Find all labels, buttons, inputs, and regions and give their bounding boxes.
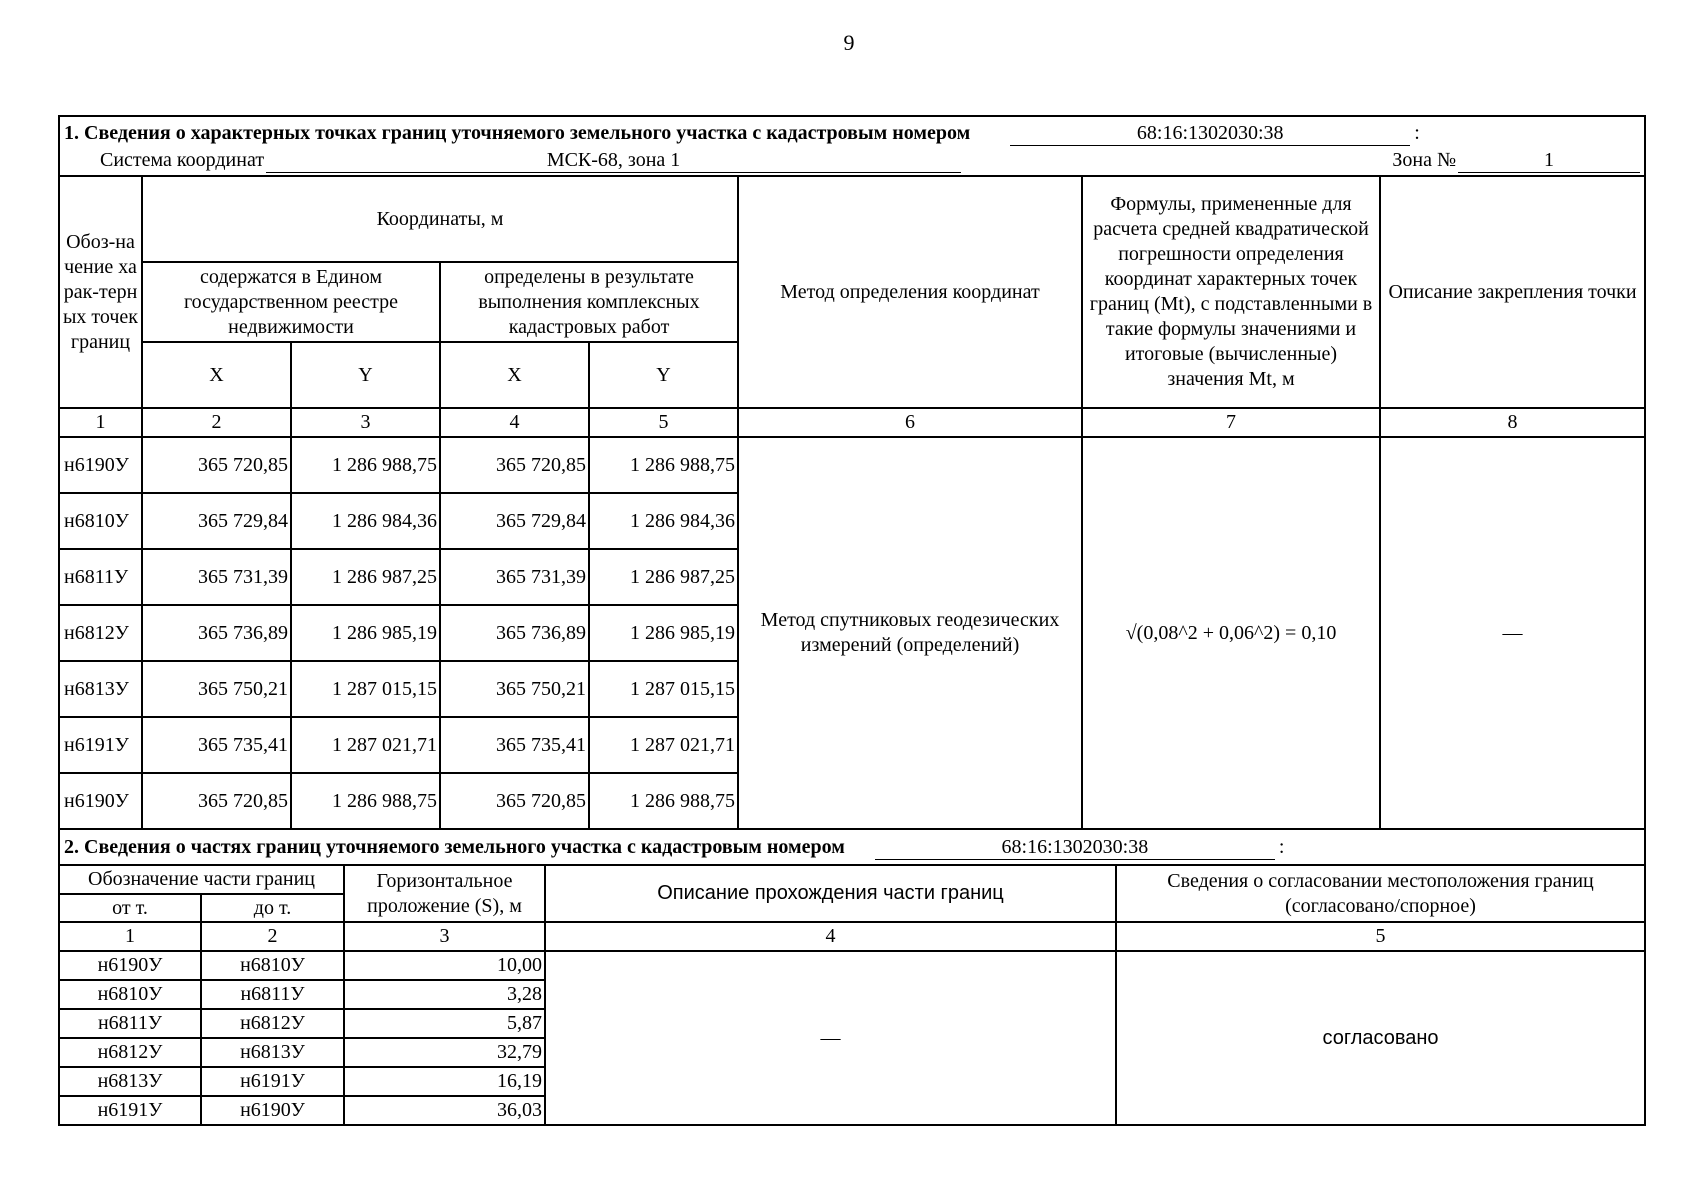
col-number: 4 — [440, 408, 589, 437]
col-number: 5 — [1116, 922, 1645, 951]
cell-y2: 1 287 021,71 — [589, 717, 738, 773]
cell-y1: 1 287 015,15 — [291, 661, 440, 717]
section1-title: 1. Сведения о характерных точках границ уточняемого земельного участка с кадастровым номером — [64, 122, 971, 144]
part-to: н6813У — [201, 1038, 344, 1067]
cell-y1: 1 286 987,25 — [291, 549, 440, 605]
part-to: н6812У — [201, 1009, 344, 1038]
header-horizontal: Горизонтальное проложение (S), м — [344, 865, 545, 922]
point-name: н6810У — [59, 493, 142, 549]
zone-label: Зона № — [1392, 149, 1457, 171]
section2-cadastral-number: 68:16:1302030:38 — [875, 835, 1275, 860]
part-from: н6811У — [59, 1009, 201, 1038]
point-name: н6811У — [59, 549, 142, 605]
section2-title-line — [64, 835, 1640, 860]
cadastral-sheet — [58, 115, 1644, 1126]
point-name: н6812У — [59, 605, 142, 661]
point-name: н6190У — [59, 437, 142, 493]
section1-title-line — [64, 121, 1640, 146]
section1-cadastral-number: 68:16:1302030:38 — [1010, 121, 1410, 146]
header-agreement: Сведения о согласовании местоположения границ (согласовано/спорное) — [1116, 865, 1645, 922]
header-method: Метод определения координат — [738, 176, 1082, 408]
section1-colon: : — [1414, 122, 1420, 144]
cell-x2: 365 750,21 — [440, 661, 589, 717]
col-number: 3 — [344, 922, 545, 951]
part-to: н6811У — [201, 980, 344, 1009]
col-number: 3 — [291, 408, 440, 437]
table-row — [59, 437, 1645, 493]
col-number: 5 — [589, 408, 738, 437]
col-number: 7 — [1082, 408, 1380, 437]
point-name: н6191У — [59, 717, 142, 773]
col-number: 8 — [1380, 408, 1645, 437]
header-y1: Y — [291, 342, 440, 408]
method-value: Метод спутниковых геодезических измерений (определений) — [738, 437, 1082, 829]
part-to: н6191У — [201, 1067, 344, 1096]
cell-x1: 365 750,21 — [142, 661, 291, 717]
cell-x2: 365 720,85 — [440, 437, 589, 493]
formula-value: √(0,08^2 + 0,06^2) = 0,10 — [1082, 437, 1380, 829]
cell-y1: 1 286 984,36 — [291, 493, 440, 549]
cell-x2: 365 731,39 — [440, 549, 589, 605]
part-to: н6190У — [201, 1096, 344, 1125]
header-designation: Обоз-начение харак-терных точек границ — [59, 176, 142, 408]
point-name: н6813У — [59, 661, 142, 717]
part-length: 36,03 — [344, 1096, 545, 1125]
cell-y1: 1 286 988,75 — [291, 773, 440, 829]
part-length: 3,28 — [344, 980, 545, 1009]
header-y2: Y — [589, 342, 738, 408]
cell-x1: 365 736,89 — [142, 605, 291, 661]
section2-header — [59, 829, 1645, 865]
page-number: 9 — [843, 30, 855, 55]
cell-y1: 1 287 021,71 — [291, 717, 440, 773]
part-from: н6191У — [59, 1096, 201, 1125]
table-row — [59, 951, 1645, 980]
col-number: 1 — [59, 408, 142, 437]
header-coordinates: Координаты, м — [142, 176, 738, 262]
part-to: н6810У — [201, 951, 344, 980]
header-from: от т. — [59, 894, 201, 922]
cell-x2: 365 735,41 — [440, 717, 589, 773]
part-from: н6812У — [59, 1038, 201, 1067]
coord-system-value: МСК-68, зона 1 — [266, 148, 961, 173]
cell-y2: 1 286 984,36 — [589, 493, 738, 549]
part-from: н6813У — [59, 1067, 201, 1096]
cell-x2: 365 720,85 — [440, 773, 589, 829]
part-length: 10,00 — [344, 951, 545, 980]
cell-y2: 1 286 985,19 — [589, 605, 738, 661]
coord-system-line — [64, 148, 1640, 173]
section1-table — [58, 115, 1646, 830]
agreement-value: согласовано — [1116, 951, 1645, 1125]
col-number: 2 — [201, 922, 344, 951]
header-fixing: Описание закрепления точки — [1380, 176, 1645, 408]
header-to: до т. — [201, 894, 344, 922]
cell-x1: 365 729,84 — [142, 493, 291, 549]
cell-y2: 1 286 988,75 — [589, 437, 738, 493]
cell-x1: 365 720,85 — [142, 773, 291, 829]
cell-x2: 365 736,89 — [440, 605, 589, 661]
part-from: н6810У — [59, 980, 201, 1009]
part-from: н6190У — [59, 951, 201, 980]
section2-table — [58, 828, 1646, 1126]
coord-system-label: Система координат — [100, 149, 265, 171]
header-determined: определены в результате выполнения комплексных кадастровых работ — [440, 262, 738, 342]
header-part-designation: Обозначение части границ — [59, 865, 344, 894]
cell-x1: 365 731,39 — [142, 549, 291, 605]
zone-value: 1 — [1458, 148, 1640, 173]
cell-x2: 365 729,84 — [440, 493, 589, 549]
part-length: 5,87 — [344, 1009, 545, 1038]
point-name: н6190У — [59, 773, 142, 829]
section2-title: 2. Сведения о частях границ уточняемого земельного участка с кадастровым номером — [64, 835, 845, 858]
cell-y2: 1 286 988,75 — [589, 773, 738, 829]
col-number: 4 — [545, 922, 1116, 951]
section2-colon: : — [1278, 835, 1285, 858]
part-length: 32,79 — [344, 1038, 545, 1067]
description-value: — — [545, 951, 1116, 1125]
cell-y1: 1 286 985,19 — [291, 605, 440, 661]
cell-x1: 365 720,85 — [142, 437, 291, 493]
col-number: 2 — [142, 408, 291, 437]
header-in-registry: содержатся в Едином государственном реестре недвижимости — [142, 262, 440, 342]
cell-y2: 1 287 015,15 — [589, 661, 738, 717]
section1-header — [59, 116, 1645, 176]
fixing-value: — — [1380, 437, 1645, 829]
cell-y1: 1 286 988,75 — [291, 437, 440, 493]
header-description: Описание прохождения части границ — [545, 865, 1116, 922]
header-formulas: Формулы, примененные для расчета средней квадратической погрешности определения координат характерных точек границ (Mt), с подставленными в такие формулы значениями и итоговые (вычисленные) значения Mt, м — [1082, 176, 1380, 408]
col-number: 6 — [738, 408, 1082, 437]
cell-y2: 1 286 987,25 — [589, 549, 738, 605]
header-x2: X — [440, 342, 589, 408]
part-length: 16,19 — [344, 1067, 545, 1096]
header-x1: X — [142, 342, 291, 408]
col-number: 1 — [59, 922, 201, 951]
cell-x1: 365 735,41 — [142, 717, 291, 773]
